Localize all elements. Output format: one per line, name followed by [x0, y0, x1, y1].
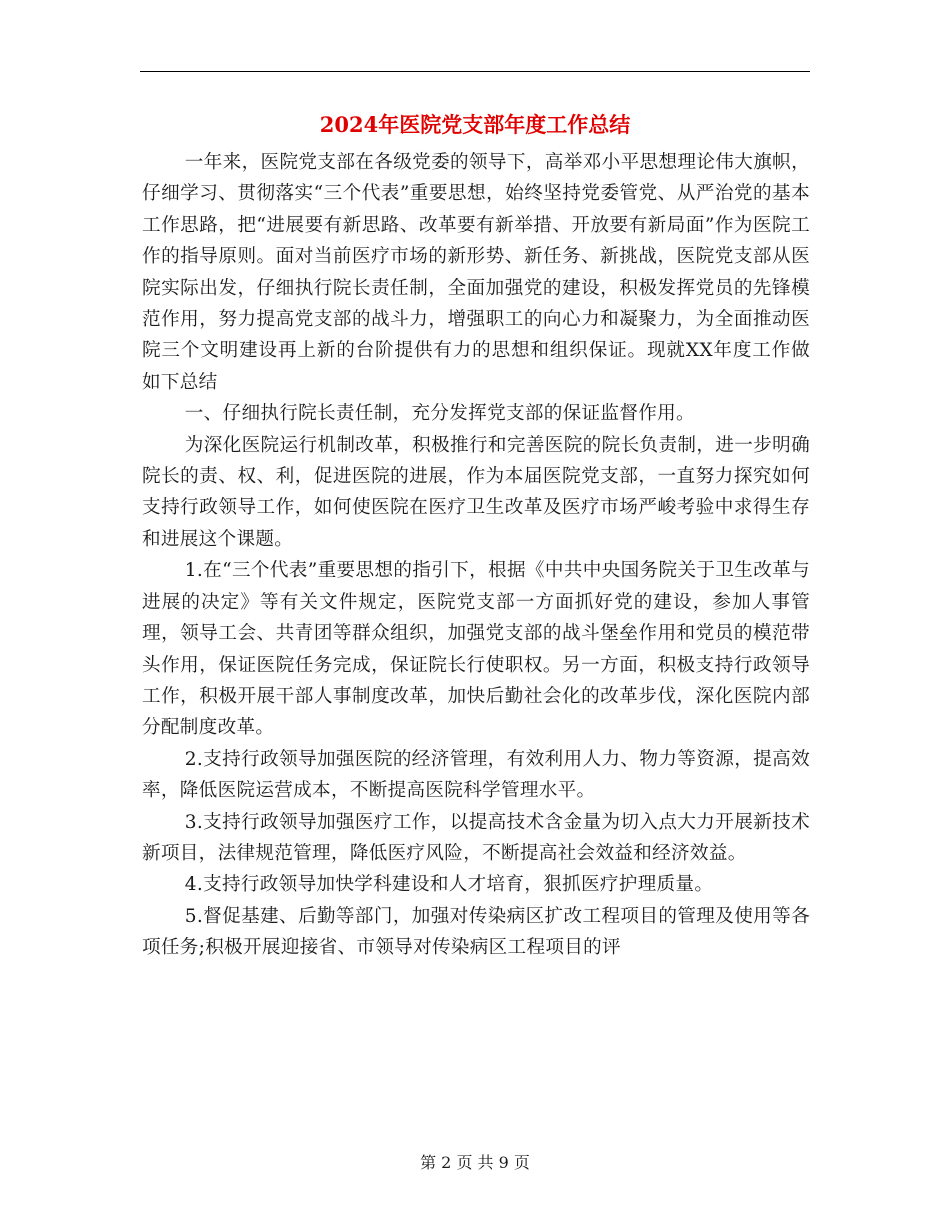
document-title: 2024年医院党支部年度工作总结 [319, 112, 631, 137]
paragraph-item-4: 4.支持行政领导加快学科建设和人才培育，狠抓医疗护理质量。 [184, 874, 714, 896]
paragraph-section-heading-1: 一、仔细执行院长责任制，充分发挥党支部的保证监督作用。 [184, 403, 695, 425]
header-rule [140, 71, 810, 72]
paragraph-item-3: 3.支持行政领导加强医疗工作，以提高技术含金量为切入点大力开展新技术新项目，法律规范管理，降低医疗风险，不断提高社会效益和经济效益。 [142, 811, 810, 864]
paragraph-intro: 一年来，医院党支部在各级党委的领导下，高举邓小平思想理论伟大旗帜，仔细学习、贯彻落实“三个代表”重要思想，始终坚持党委管党、从严治党的基本工作思路，把“进展要有新思路、改革要有新举措、开放要有新局面”作为医院工作的指导原则。面对当前医疗市场的新形势、新任务、新挑战，医院党支部从医院实际出发，仔细执行院长责任制，全面加强党的建设，积极发挥党员的先锋模范作用，努力提高党支部的战斗力，增强职工的向心力和凝聚力，为全面推动医院三个文明建设再上新的台阶提供有力的思想和组织保证。现就XX年度工作做如下总结 [142, 152, 810, 393]
document-body [142, 147, 810, 964]
page-footer [0, 1152, 950, 1174]
paragraph-section-1-intro: 为深化医院运行机制改革，积极推行和完善医院的院长负责制，进一步明确院长的责、权、利，促进医院的进展，作为本届医院党支部，一直努力探究如何支持行政领导工作，如何使医院在医疗卫生改革及医疗市场严峻考验中求得生存和进展这个课题。 [142, 434, 810, 550]
paragraph-item-1: 1.在“三个代表”重要思想的指引下，根据《中共中央国务院关于卫生改革与进展的决定》等有关文件规定，医院党支部一方面抓好党的建设，参加人事管理，领导工会、共青团等群众组织，加强党支部的战斗堡垒作用和党员的模范带头作用，保证医院任务完成，保证院长行使职权。另一方面，积极支持行政领导工作，积极开展干部人事制度改革，加快后勤社会化的改革步伐，深化医院内部分配制度改革。 [142, 560, 810, 739]
paragraph-item-2: 2.支持行政领导加强医院的经济管理，有效利用人力、物力等资源，提高效率，降低医院运营成本，不断提高医院科学管理水平。 [142, 748, 810, 802]
page-number: 第 2 页 共 9 页 [420, 1153, 530, 1172]
paragraph-item-5: 5.督促基建、后勤等部门，加强对传染病区扩改工程项目的管理及使用等各项任务;积极开展迎接省、市领导对传染病区工程项目的评 [142, 905, 810, 959]
